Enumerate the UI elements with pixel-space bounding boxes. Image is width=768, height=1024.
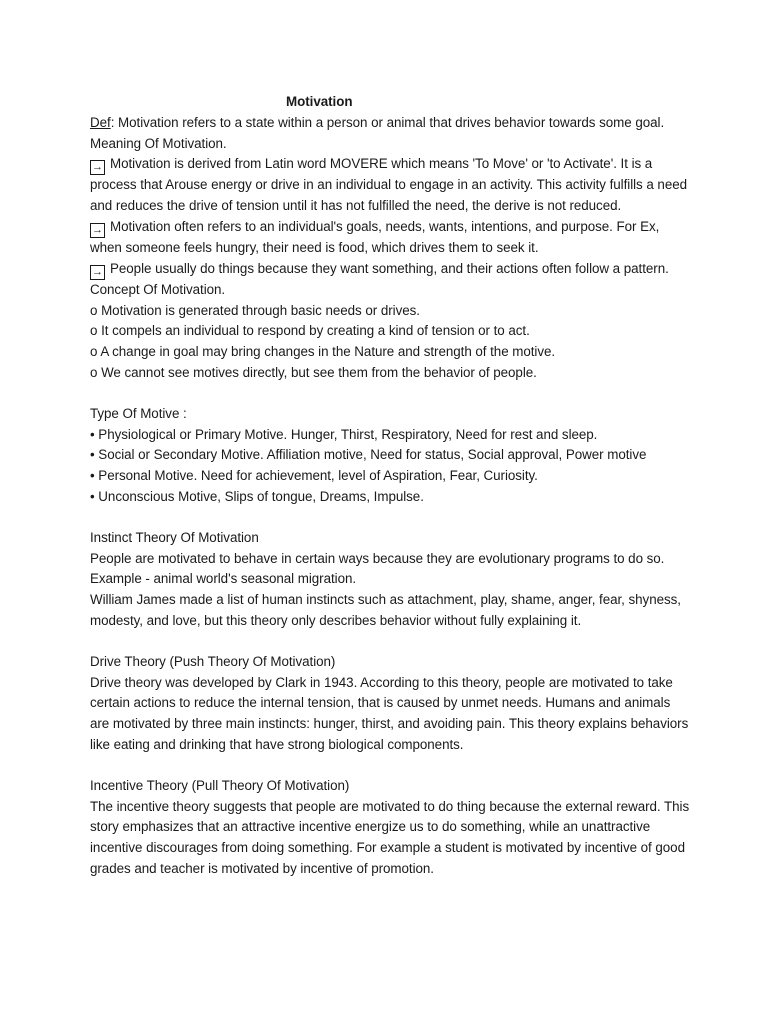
type-item: • Social or Secondary Motive. Affiliation motive, Need for status, Social approval, Power motive [90,447,647,463]
document-body [90,92,690,880]
spacer [90,756,690,776]
instinct-paragraph: William James made a list of human instincts such as attachment, play, shame, anger, fear, shyness, modesty, and love, but this theory only describes behavior without fully explaining it. [90,592,681,628]
type-item: • Personal Motive. Need for achievement, level of Aspiration, Fear, Curiosity. [90,468,538,484]
drive-paragraph: Drive theory was developed by Clark in 1943. According to this theory, people are motivated to take certain actions to reduce the internal tension, that is caused by unmet needs. Humans and animals are motivated by three main instincts: hunger, thirst, and avoiding pain. This theory explains behaviors like eating and drinking that have strong biological components. [90,674,689,752]
instinct-heading: Instinct Theory Of Motivation [90,529,259,545]
arrow-icon: → [90,160,105,175]
meaning-point-text: People usually do things because they want something, and their actions often follow a pattern. [110,260,669,276]
definition-text: : Motivation refers to a state within a person or animal that drives behavior towards some goal. [110,114,665,130]
meaning-point-text: Motivation is derived from Latin word MOVERE which means 'To Move' or 'to Activate'. It is a process that Arouse energy or drive in an individual to engage in an activity. This activity fulfills a need and reduces the drive of tension until it has not fulfilled the need, the derive is not reduced. [90,156,688,214]
meaning-point [90,154,690,217]
concept-item: o It compels an individual to respond by creating a kind of tension or to act. [90,323,530,339]
incentive-paragraph: The incentive theory suggests that people are motivated to do thing because the external reward. This story emphasizes that an attractive incentive energize us to do something, while an unattractive incentive discourages from doing something. For example a student is motivated by incentive of good grades and teacher is motivated by incentive of promotion. [90,798,690,876]
spacer [90,384,690,404]
definition-label: Def [90,114,111,130]
concept-item: o A change in goal may bring changes in the Nature and strength of the motive. [90,344,556,360]
meaning-heading: Meaning Of Motivation. [90,135,227,151]
concept-item: o We cannot see motives directly, but see them from the behavior of people. [90,364,537,380]
arrow-icon: → [90,223,105,238]
definition [90,113,690,134]
incentive-heading: Incentive Theory (Pull Theory Of Motivation) [90,777,350,793]
type-item: • Unconscious Motive, Slips of tongue, Dreams, Impulse. [90,488,424,504]
meaning-point [90,217,690,259]
meaning-point-text: Motivation often refers to an individual's goals, needs, wants, intentions, and purpose. For Ex, when someone feels hungry, their need is food, which drives them to seek it. [90,218,660,255]
meaning-point [90,259,690,280]
drive-heading: Drive Theory (Push Theory Of Motivation) [90,653,336,669]
instinct-paragraph: People are motivated to behave in certain ways because they are evolutionary programs to do so. Example - animal world's seasonal migration. [90,550,665,587]
type-item: • Physiological or Primary Motive. Hunger, Thirst, Respiratory, Need for rest and sleep. [90,426,598,442]
spacer [90,508,690,528]
concept-heading: Concept Of Motivation. [90,281,226,297]
concept-item: o Motivation is generated through basic needs or drives. [90,302,420,318]
arrow-icon: → [90,265,105,280]
types-heading: Type Of Motive : [90,405,187,421]
page-title: Motivation [286,94,353,109]
spacer [90,632,690,652]
